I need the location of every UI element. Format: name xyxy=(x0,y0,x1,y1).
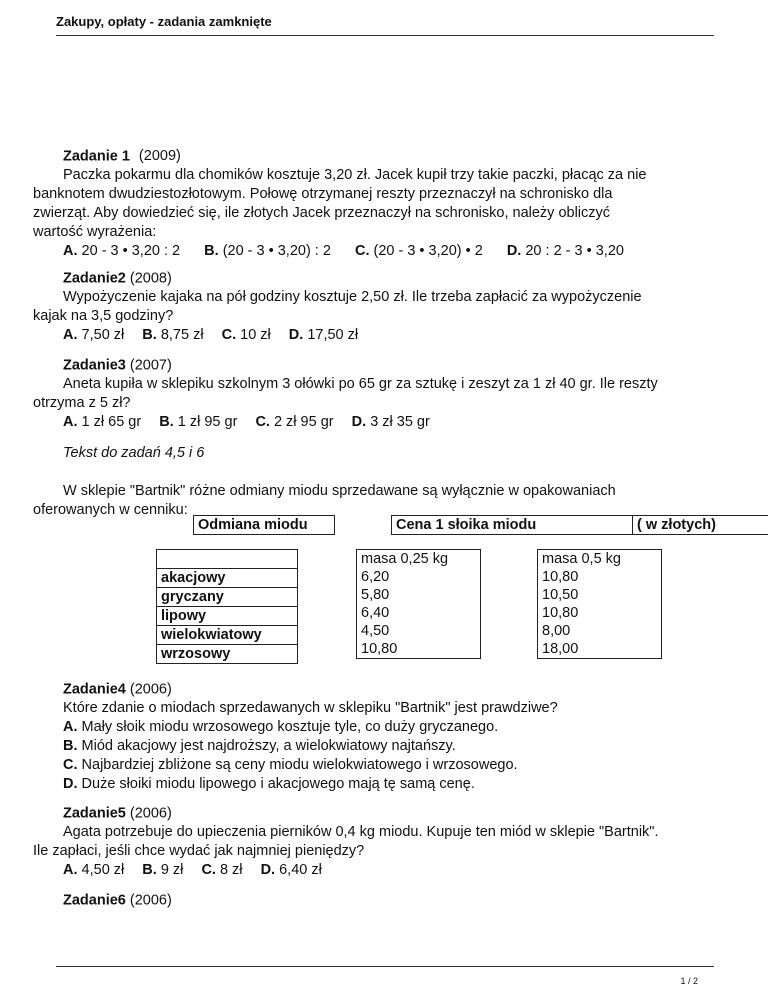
task-2-heading: Zadanie2 (2008) xyxy=(63,270,172,287)
table-cell: 6,40 xyxy=(361,605,390,621)
intro-text-2: oferowanych w cenniku: xyxy=(33,502,188,518)
table-cell: wielokwiatowy xyxy=(157,626,297,645)
table-cell: 5,80 xyxy=(361,587,390,603)
task-6 xyxy=(33,891,723,910)
table-cell: masa 0,5 kg xyxy=(542,551,621,567)
task-4-title: Zadanie xyxy=(63,681,118,698)
task-4 xyxy=(33,680,723,794)
task-5-year: (2006) xyxy=(129,805,172,822)
task-5-option-d: D. 6,40 zł xyxy=(260,862,322,879)
task-3-year: (2007) xyxy=(129,357,172,374)
task-6-title: Zadanie xyxy=(63,892,118,909)
table-variety-column xyxy=(156,549,298,664)
task-5-text-2: Ile zapłaci, jeśli chce wydać jak najmniej pieniędzy? xyxy=(33,843,365,860)
task-5-option-a: A. 4,50 zł xyxy=(63,862,125,879)
task-1-option-b: B. (20 - 3 • 3,20) : 2 xyxy=(204,243,331,260)
table-header-variety: Odmiana miodu xyxy=(193,515,335,535)
task-3-option-d: D. 3 zł 35 gr xyxy=(351,414,430,431)
task-1-text-3: zwierząt. Aby dowiedzieć się, ile złotych Jacek przeznaczył na schronisko, należy obliczyć xyxy=(33,205,611,222)
task-5-text: Agata potrzebuje do upieczenia pierników 0,4 kg miodu. Kupuje ten miód w sklepie "Bartnik". xyxy=(63,824,659,841)
task-5-option-c: C. 8 zł xyxy=(201,862,243,879)
table-cell: 6,20 xyxy=(361,569,390,585)
task-1 xyxy=(33,147,723,261)
table-cell: 10,50 xyxy=(542,587,579,603)
task-4-option-a: A. Mały słoik miodu wrzosowego kosztuje tyle, co duży gryczanego. xyxy=(63,719,499,736)
table-header-currency: ( w złotych) xyxy=(632,515,768,535)
task-3-title: Zadanie xyxy=(63,357,118,374)
task-1-option-c: C. (20 - 3 • 3,20) • 2 xyxy=(354,243,483,260)
table-cell: 18,00 xyxy=(542,641,579,657)
task-3-heading: Zadanie3 (2007) xyxy=(63,357,172,374)
table-cell: 10,80 xyxy=(542,605,579,621)
table-header-price: Cena 1 słoika miodu xyxy=(391,515,633,535)
task-6-year: (2006) xyxy=(129,892,172,909)
task-2-option-b: B. 8,75 zł xyxy=(142,327,204,344)
table-cell: wrzosowy xyxy=(161,646,231,662)
task-3-text-2: otrzyma z 5 zł? xyxy=(33,395,131,412)
table-cell: 4,50 xyxy=(361,623,390,639)
task-2-option-d: D. 17,50 zł xyxy=(288,327,359,344)
table-cell: 10,80 xyxy=(361,641,398,657)
table-cell: gryczany xyxy=(157,588,297,607)
task-4-option-d: D. Duże słoiki miodu lipowego i akacjowego mają tę samą cenę. xyxy=(63,776,475,793)
table-cell: 10,80 xyxy=(542,569,579,585)
intro-text-block xyxy=(33,444,723,520)
page-header-title: Zakupy, opłaty - zadania zamknięte xyxy=(56,14,272,29)
task-1-text: Paczka pokarmu dla chomików kosztuje 3,20 zł. Jacek kupił trzy takie paczki, płacąc za nie xyxy=(63,167,647,184)
task-5-options xyxy=(33,861,723,880)
table-cell: lipowy xyxy=(157,607,297,626)
task-4-heading: Zadanie4 (2006) xyxy=(63,681,172,698)
task-1-text-2: banknotem dwudziestozłotowym. Połowę otrzymanej reszty przeznaczył na schronisko dla xyxy=(33,186,613,203)
task-3-option-c: C. 2 zł 95 gr xyxy=(255,414,334,431)
table-cell: akacjowy xyxy=(157,569,297,588)
task-3-option-b: B. 1 zł 95 gr xyxy=(159,414,238,431)
task-2-text: Wypożyczenie kajaka na pół godziny kosztuje 2,50 zł. Ile trzeba zapłacić za wypożyczenie xyxy=(63,289,642,306)
page-number: 1 / 2 xyxy=(680,976,698,986)
intro-italic: Tekst do zadań 4,5 i 6 xyxy=(63,445,205,461)
task-4-option-b: B. Miód akacjowy jest najdroższy, a wielokwiatowy najtańszy. xyxy=(63,738,456,755)
task-1-text-4: wartość wyrażenia: xyxy=(33,224,157,241)
task-3-options xyxy=(33,413,723,432)
task-2-option-a: A. 7,50 zł xyxy=(63,327,125,344)
header-divider xyxy=(56,35,714,36)
task-4-text: Które zdanie o miodach sprzedawanych w sklepiku "Bartnik" jest prawdziwe? xyxy=(63,700,558,717)
table-small-jar-column xyxy=(356,549,481,659)
table-large-jar-column xyxy=(537,549,662,659)
task-1-heading xyxy=(33,147,723,166)
task-4-year: (2006) xyxy=(129,681,172,698)
task-4-option-c: C. Najbardziej zbliżone są ceny miodu wielokwiatowego i wrzosowego. xyxy=(63,757,518,774)
task-5 xyxy=(33,804,723,880)
task-1-options xyxy=(33,242,723,261)
task-5-option-b: B. 9 zł xyxy=(142,862,184,879)
task-3-text: Aneta kupiła w sklepiku szkolnym 3 ołówki po 65 gr za sztukę i zeszyt za 1 zł 40 gr. Ile reszty xyxy=(63,376,658,393)
task-3-option-a: A. 1 zł 65 gr xyxy=(63,414,142,431)
task-1-option-a: A. 20 - 3 • 3,20 : 2 xyxy=(63,243,181,260)
task-2-year: (2008) xyxy=(129,270,172,287)
table-cell: 8,00 xyxy=(542,623,571,639)
table-cell xyxy=(157,550,297,569)
task-2-option-c: C. 10 zł xyxy=(221,327,271,344)
task-1-title: Zadanie 1 xyxy=(63,148,130,165)
intro-text: W sklepie "Bartnik" różne odmiany miodu sprzedawane są wyłącznie w opakowaniach xyxy=(63,483,616,499)
task-6-heading: Zadanie6 (2006) xyxy=(63,892,172,909)
task-1-option-d: D. 20 : 2 - 3 • 3,20 xyxy=(506,243,624,260)
task-3 xyxy=(33,356,723,432)
task-1-year: (2009) xyxy=(138,148,181,165)
task-2-options xyxy=(33,326,723,345)
task-5-heading: Zadanie5 (2006) xyxy=(63,805,172,822)
footer-divider xyxy=(56,966,714,967)
task-2-title: Zadanie xyxy=(63,270,118,287)
task-2 xyxy=(33,269,723,345)
task-2-text-2: kajak na 3,5 godziny? xyxy=(33,308,174,325)
task-5-title: Zadanie xyxy=(63,805,118,822)
table-cell: masa 0,25 kg xyxy=(361,551,449,567)
